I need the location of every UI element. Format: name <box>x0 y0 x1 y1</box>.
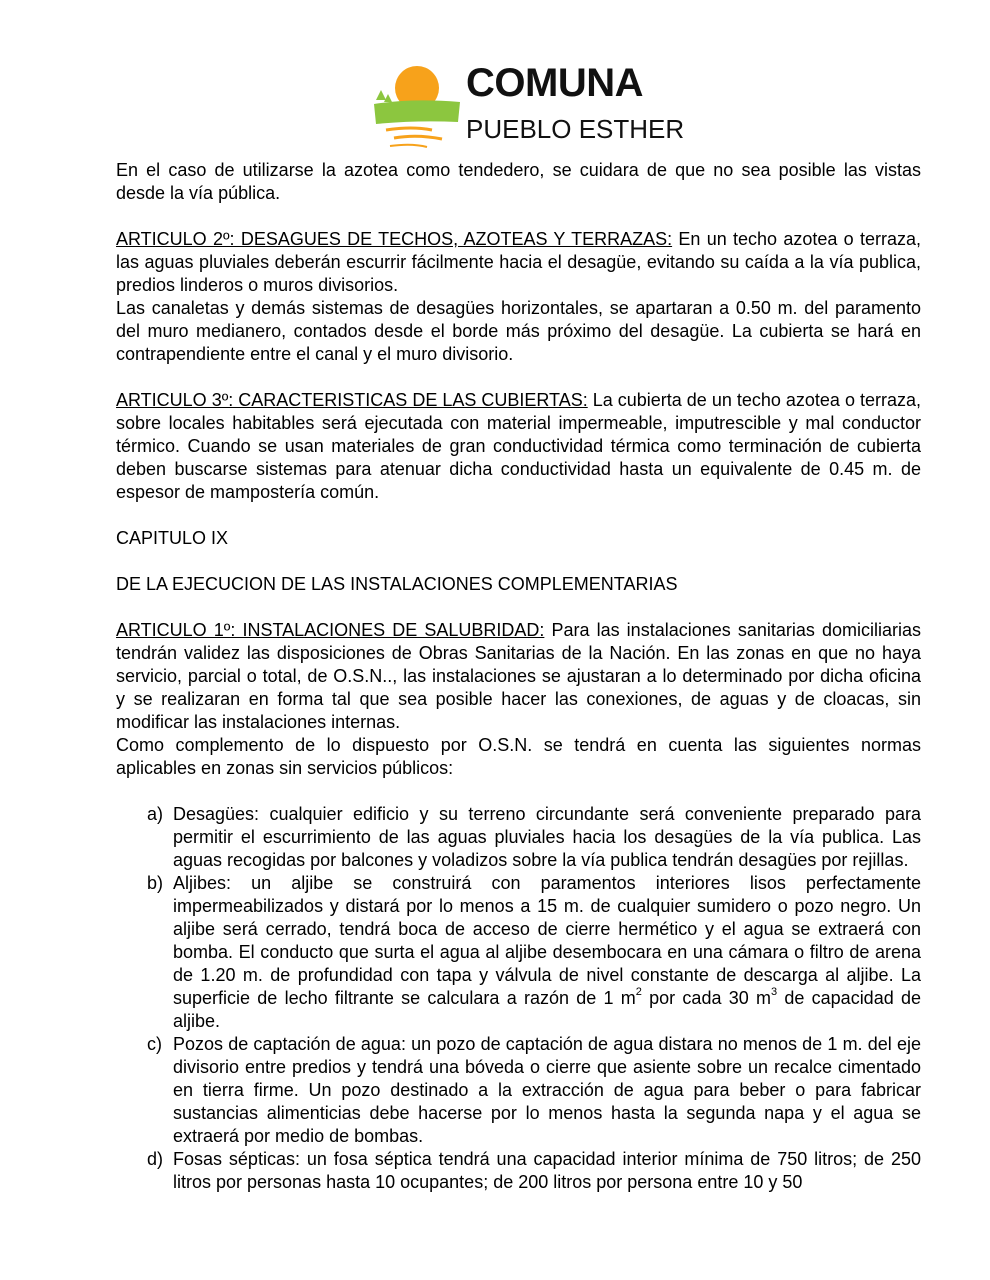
article-text: La cubierta de un techo azotea o terraza, sobre locales habitables será ejecutada con material impermeable, imputrescible y mal conductor térmico. Cuando se usan materiales de gran conductividad térmica como terminación de cubierta deben buscarse sistemas para atenuar dicha conductividad hasta un equivalente de 0.45 m. de espesor de mampostería común. <box>116 390 921 502</box>
article-2 <box>116 228 921 297</box>
chapter-heading: CAPITULO IX <box>116 528 229 548</box>
comuna-logo <box>372 60 685 154</box>
list-text: Aljibes: un aljibe se construirá con paramentos interiores lisos perfectamente impermeabilizados y distará por lo menos a 15 m. de cualquier sumidero o pozo negro. Un aljibe será cerrado, tendrá boca de acceso de cierre hermético y el agua se extraerá con bomba. El conducto que surta el agua al aljibe desembocara en una cámara o filtro de arena de 1.20 m. de profundidad con tapa y válvula de nivel constante de descarga al aljibe. La superficie de lecho filtrante se calculara a razón de 1 m <box>173 873 921 1008</box>
sun-landscape-icon <box>372 60 462 154</box>
list-text: Fosas sépticas: un fosa séptica tendrá una capacidad interior mínima de 750 litros; de 250 litros por personas hasta 10 ocupantes; de 200 litros por persona entre 10 y 50 <box>173 1149 921 1192</box>
document-body <box>116 159 921 1194</box>
article-title: ARTICULO 2º: DESAGUES DE TECHOS, AZOTEAS Y TERRAZAS: <box>116 229 673 249</box>
list-text: de capacidad de aljibe. <box>173 988 921 1031</box>
paragraph: Las canaletas y demás sistemas de desagües horizontales, se apartaran a 0.50 m. del paramento del muro medianero, contados desde el borde más próximo del desagüe. La cubierta se hará en contrapendiente entre el canal y el muro divisorio. <box>116 298 921 364</box>
chapter-title: DE LA EJECUCION DE LAS INSTALACIONES COMPLEMENTARIAS <box>116 574 678 594</box>
article-title: ARTICULO 1º: INSTALACIONES DE SALUBRIDAD: <box>116 620 545 640</box>
article-1 <box>116 619 921 734</box>
list-item <box>116 1148 921 1194</box>
norms-list <box>116 803 921 1194</box>
list-text: Desagües: cualquier edificio y su terreno circundante será conveniente preparado para permitir el escurrimiento de las aguas pluviales hacia los desagües de la vía publica. Las aguas recogidas por balcones y voladizos sobre la vía publica tendrán desagües por rejillas. <box>173 804 921 870</box>
logo-title: COMUNA <box>466 61 643 105</box>
list-item <box>116 1033 921 1148</box>
list-label: b) <box>147 873 164 893</box>
paragraph: En el caso de utilizarse la azotea como tendedero, se cuidara de que no sea posible las vistas desde la vía pública. <box>116 160 921 203</box>
list-text: Pozos de captación de agua: un pozo de captación de agua distara no menos de 1 m. del eje divisorio entre predios y tendrá una bóveda o cierre que asiente sobre un recalce cimentado en tierra firme. Un pozo destinado a la extracción de agua para beber o para fabricar sustancias alimenticias debe hacerse por lo menos hasta la segunda napa y el agua se extraerá por medio de bombas. <box>173 1034 921 1146</box>
list-label: d) <box>147 1149 164 1169</box>
paragraph: Como complemento de lo dispuesto por O.S.N. se tendrá en cuenta las siguientes normas aplicables en zonas sin servicios públicos: <box>116 735 921 778</box>
superscript: 3 <box>771 986 778 998</box>
list-label: a) <box>147 804 164 824</box>
list-item <box>116 872 921 1033</box>
logo-subtitle: PUEBLO ESTHER <box>466 114 685 144</box>
list-label: c) <box>147 1034 162 1054</box>
list-text: por cada 30 m <box>641 988 771 1008</box>
article-3 <box>116 389 921 504</box>
article-text: En un techo azotea o terraza, las aguas pluviales deberán escurrir fácilmente hacia el desagüe, evitando su caída a la vía publica, predios linderos o muros divisorios. <box>116 229 921 295</box>
article-title: ARTICULO 3º: CARACTERISTICAS DE LAS CUBIERTAS: <box>116 390 588 410</box>
superscript: 2 <box>635 986 642 998</box>
article-text: Para las instalaciones sanitarias domiciliarias tendrán validez las disposiciones de Obras Sanitarias de la Nación. En las zonas en que no haya servicio, parcial o total, de O.S.N.., las instalaciones se ajustaran a lo determinado por dicha oficina y se realizaran en forma tal que sea posible hacer las conexiones, de aguas y de cloacas, sin modificar las instalaciones internas. <box>116 620 921 732</box>
list-item <box>116 803 921 872</box>
